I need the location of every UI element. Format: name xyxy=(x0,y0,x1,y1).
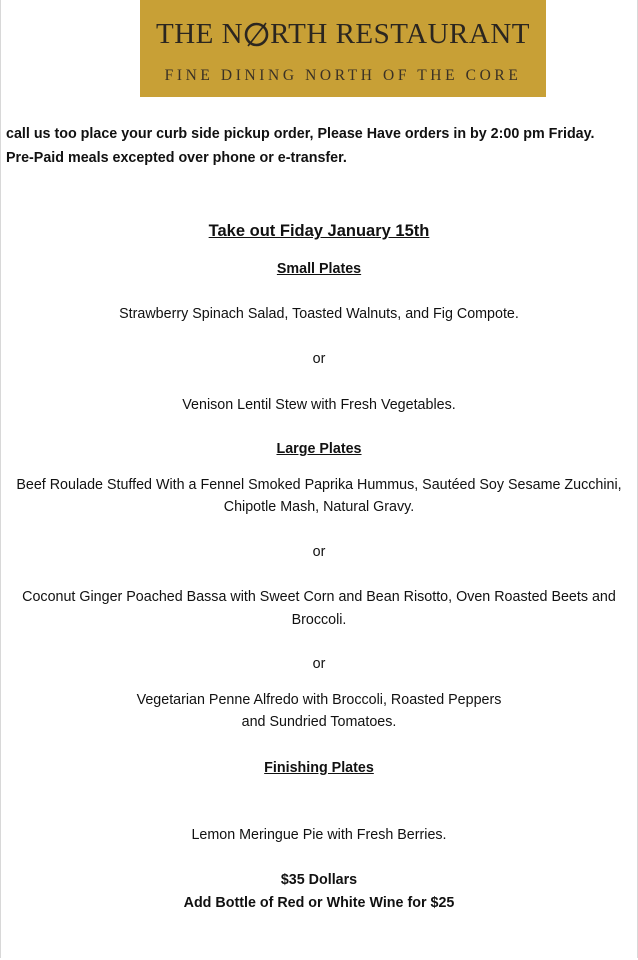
separator-or: or xyxy=(312,351,326,367)
menu-item-line: Coconut Ginger Poached Bassa with Sweet Corn and Bean Risotto, Oven Roasted Beets and xyxy=(22,589,616,605)
section-heading-small-plates: Small Plates xyxy=(276,261,362,277)
menu-item: Strawberry Spinach Salad, Toasted Walnuts, and Fig Compote. xyxy=(119,306,519,322)
logo-title-end: RTH RESTAURANT xyxy=(270,18,530,50)
restaurant-logo xyxy=(140,0,546,97)
logo-subtitle: FINE DINING NORTH OF THE CORE xyxy=(164,67,522,84)
menu-item-line: Chipotle Mash, Natural Gravy. xyxy=(223,499,415,515)
menu-item-line: Broccoli. xyxy=(291,612,347,628)
menu-item: Venison Lentil Stew with Fresh Vegetables. xyxy=(182,397,456,413)
logo-title xyxy=(140,18,546,56)
menu-item: Lemon Meringue Pie with Fresh Berries. xyxy=(191,827,447,843)
menu-title: Take out Fiday January 15th xyxy=(208,222,430,240)
separator-or: or xyxy=(312,656,326,672)
wine-offer: Add Bottle of Red or White Wine for $25 xyxy=(183,895,455,911)
pickup-notice: call us too place your curb side pickup order, Please Have orders in by 2:00 pm Friday. xyxy=(6,126,595,142)
separator-or: or xyxy=(312,544,326,560)
price: $35 Dollars xyxy=(280,872,358,888)
logo-title-start: THE N xyxy=(156,18,244,50)
menu-item-line: and Sundried Tomatoes. xyxy=(241,714,397,730)
section-heading-large-plates: Large Plates xyxy=(276,441,362,457)
menu-item-line: Beef Roulade Stuffed With a Fennel Smoked Paprika Hummus, Sautéed Soy Sesame Zucchini, xyxy=(16,477,622,493)
section-heading-finishing-plates: Finishing Plates xyxy=(264,760,374,776)
menu-item-line: Vegetarian Penne Alfredo with Broccoli, Roasted Peppers xyxy=(136,692,502,708)
payment-notice: Pre-Paid meals excepted over phone or e-transfer. xyxy=(6,150,347,166)
compass-o-icon xyxy=(243,21,270,56)
